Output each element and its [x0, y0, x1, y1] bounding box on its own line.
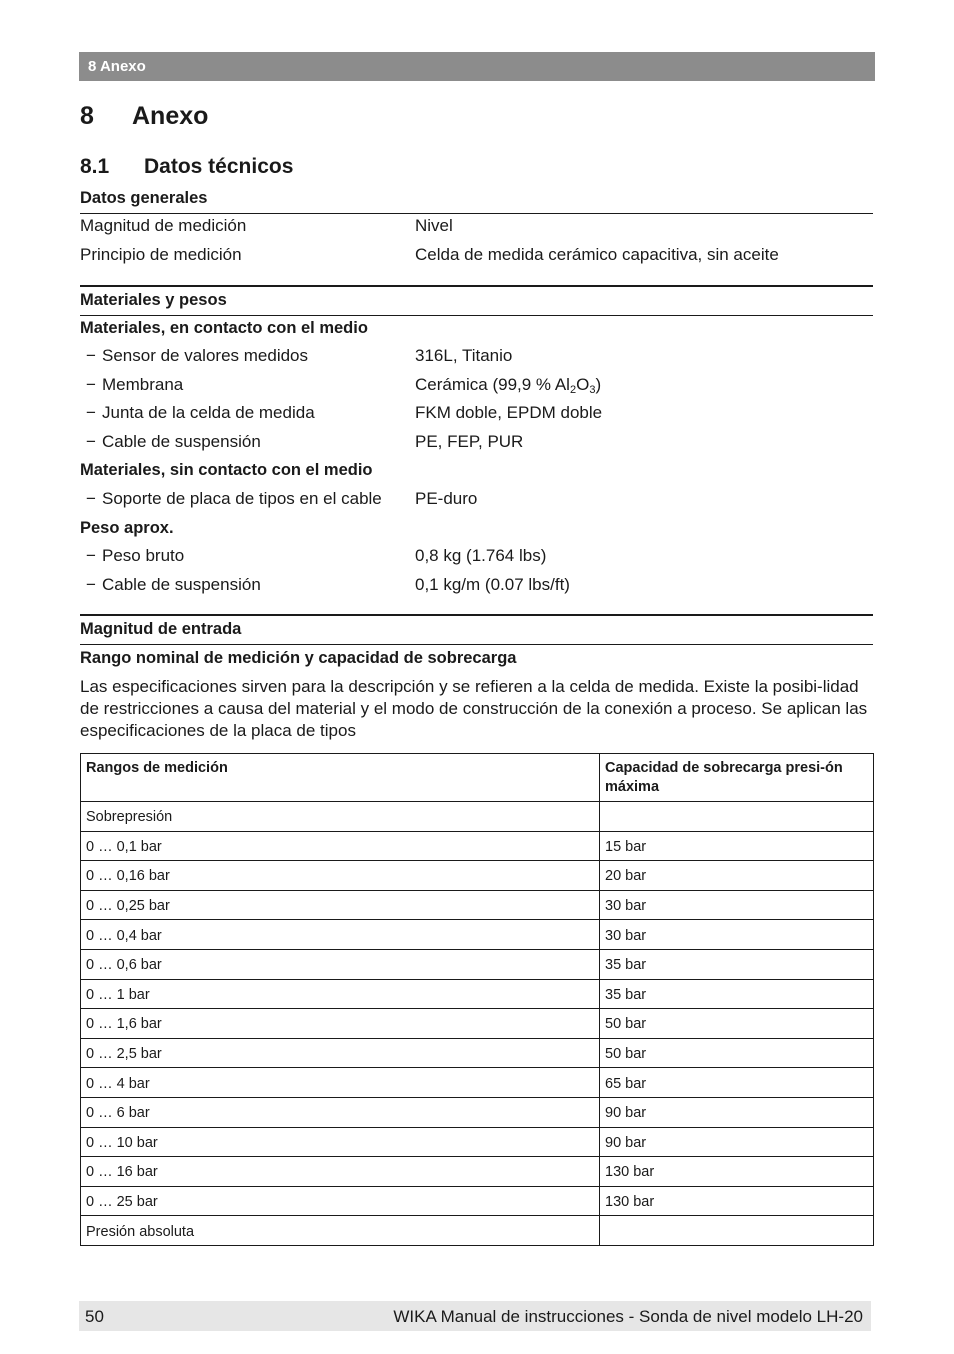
footer-title: WIKA Manual de instrucciones - Sonda de nivel modelo LH-20	[393, 1307, 863, 1326]
spec-key: − Junta de la celda de medida	[86, 403, 315, 422]
table-row	[81, 1157, 874, 1187]
range-cell: 0 … 25 bar	[81, 1186, 600, 1216]
spec-key: Magnitud de medición	[80, 216, 247, 235]
spec-key: − Cable de suspensión	[86, 432, 261, 451]
table-row	[81, 979, 874, 1009]
dash-icon: −	[86, 375, 96, 394]
range-cell: Sobrepresión	[81, 802, 600, 832]
table-row	[81, 1127, 874, 1157]
running-header: 8 Anexo	[79, 52, 875, 81]
spec-value: PE, FEP, PUR	[415, 432, 524, 451]
table-row	[81, 1009, 874, 1039]
entrada-heading: Magnitud de entrada	[80, 618, 873, 645]
overload-cell: 50 bar	[600, 1038, 874, 1068]
spec-value: 0,1 kg/m (0.07 lbs/ft)	[415, 575, 570, 594]
table-row	[81, 890, 874, 920]
spec-value: 316L, Titanio	[415, 346, 513, 365]
dash-icon: −	[86, 403, 96, 422]
divider	[80, 614, 873, 616]
overload-cell: 15 bar	[600, 831, 874, 861]
table-row	[81, 802, 874, 832]
entrada-paragraph: Las especificaciones sirven para la descripción y se refieren a la celda de medida. Existe la posibi-lidad de restricciones a causa del material y el modo de construcción de la conexión a proceso. Se aplican las especificaciones de la placa de tipos	[80, 677, 868, 740]
range-cell: 0 … 6 bar	[81, 1097, 600, 1127]
spec-key: − Peso bruto	[86, 546, 185, 565]
table-row	[81, 861, 874, 891]
overload-cell: 35 bar	[600, 979, 874, 1009]
range-cell: 0 … 2,5 bar	[81, 1038, 600, 1068]
table-row	[81, 949, 874, 979]
spec-value: 0,8 kg (1.764 lbs)	[415, 546, 547, 565]
table-row	[81, 1097, 874, 1127]
spec-value: FKM doble, EPDM doble	[415, 403, 603, 422]
dash-icon: −	[86, 575, 96, 594]
table-row	[81, 831, 874, 861]
range-cell: 0 … 1,6 bar	[81, 1009, 600, 1039]
spec-key: − Membrana	[86, 375, 184, 394]
range-cell: 0 … 0,25 bar	[81, 890, 600, 920]
range-cell: 0 … 0,4 bar	[81, 920, 600, 950]
measuring-ranges-table	[80, 753, 874, 1246]
spec-value: PE-duro	[415, 489, 478, 508]
range-cell: 0 … 1 bar	[81, 979, 600, 1009]
table-row	[81, 920, 874, 950]
divider	[80, 285, 873, 287]
dash-icon: −	[86, 432, 96, 451]
chapter-number: 8	[80, 102, 94, 130]
section-title-text: Datos técnicos	[144, 155, 294, 178]
spec-key: − Cable de suspensión	[86, 575, 261, 594]
page-number: 50	[85, 1307, 104, 1326]
dash-icon: −	[86, 546, 96, 565]
chapter-title-text: Anexo	[132, 102, 209, 130]
range-cell: 0 … 10 bar	[81, 1127, 600, 1157]
section-title	[80, 155, 293, 179]
overload-cell: 130 bar	[600, 1157, 874, 1187]
peso-subheading: Peso aprox.	[80, 519, 174, 537]
overload-cell: 90 bar	[600, 1097, 874, 1127]
datos-generales-heading: Datos generales	[80, 187, 873, 214]
overload-cell	[600, 802, 874, 832]
range-cell: 0 … 0,1 bar	[81, 831, 600, 861]
entrada-subheading: Rango nominal de medición y capacidad de sobrecarga	[80, 649, 517, 667]
overload-cell: 50 bar	[600, 1009, 874, 1039]
overload-cell: 30 bar	[600, 920, 874, 950]
overload-cell: 20 bar	[600, 861, 874, 891]
dash-icon: −	[86, 346, 96, 365]
chapter-title	[80, 102, 208, 131]
column-header-overload: Capacidad de sobrecarga presi-ón máxima	[600, 754, 874, 802]
section-number: 8.1	[80, 155, 110, 178]
range-cell: Presión absoluta	[81, 1216, 600, 1246]
sin-contacto-subheading: Materiales, sin contacto con el medio	[80, 461, 373, 479]
table-row	[81, 1216, 874, 1246]
spec-key: − Soporte de placa de tipos en el cable	[86, 489, 382, 508]
materiales-heading: Materiales y pesos	[80, 289, 873, 316]
range-cell: 0 … 16 bar	[81, 1157, 600, 1187]
spec-key: Principio de medición	[80, 245, 242, 264]
overload-cell: 90 bar	[600, 1127, 874, 1157]
table-header-row	[81, 754, 874, 802]
table-row	[81, 1068, 874, 1098]
spec-value: Nivel	[415, 216, 453, 235]
overload-cell: 65 bar	[600, 1068, 874, 1098]
spec-key: − Sensor de valores medidos	[86, 346, 309, 365]
contacto-subheading: Materiales, en contacto con el medio	[80, 319, 368, 337]
overload-cell: 35 bar	[600, 949, 874, 979]
table-row	[81, 1186, 874, 1216]
dash-icon: −	[86, 489, 96, 508]
range-cell: 0 … 0,16 bar	[81, 861, 600, 891]
range-cell: 0 … 4 bar	[81, 1068, 600, 1098]
spec-value: Celda de medida cerámico capacitiva, sin aceite	[415, 245, 779, 264]
page-footer	[79, 1301, 871, 1331]
overload-cell: 30 bar	[600, 890, 874, 920]
table-row	[81, 1038, 874, 1068]
column-header-ranges: Rangos de medición	[81, 754, 600, 802]
overload-cell: 130 bar	[600, 1186, 874, 1216]
overload-cell	[600, 1216, 874, 1246]
spec-value: Cerámica (99,9 % $Al_2O_3$)	[415, 375, 602, 396]
range-cell: 0 … 0,6 bar	[81, 949, 600, 979]
